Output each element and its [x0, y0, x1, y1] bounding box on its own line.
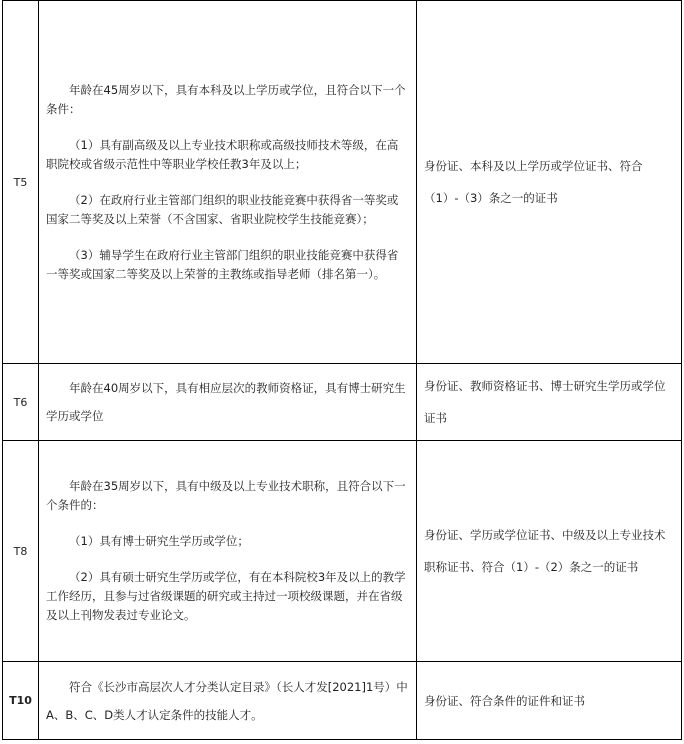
table-row — [3, 662, 682, 740]
requirement-item: （1）具有博士研究生学历或学位； — [69, 534, 249, 548]
documents-cell: 身份证、本科及以上学历或学位证书、符合（1）-（3）条之一的证书 — [417, 1, 682, 364]
requirement-intro: 年龄在45周岁以下，具有本科及以上学历或学位，且符合以下一个条件： — [46, 82, 406, 116]
requirement-cell — [39, 662, 417, 740]
requirement-intro: 年龄在35周岁以下，具有中级及以上专业技术职称，且符合以下一个条件的： — [46, 479, 406, 512]
requirement-item: （1）具有副高级及以上专业技术职称或高级技师技术等级，在高职院校或省级示范性中等职业学校任教3年及以上； — [46, 137, 399, 171]
requirement-cell — [39, 364, 417, 441]
row-code: T5 — [3, 1, 39, 364]
talent-criteria-table — [2, 0, 682, 740]
row-code: T6 — [3, 364, 39, 441]
table-row — [3, 441, 682, 662]
documents-cell: 身份证、教师资格证书、博士研究生学历或学位证书 — [417, 364, 682, 441]
requirement-item: （2）在政府行业主管部门组织的职业技能竞赛中获得省一等奖或国家二等奖及以上荣誉（不含国家、省职业院校学生技能竞赛）； — [46, 192, 399, 226]
documents-cell: 身份证、学历或学位证书、中级及以上专业技术职称证书、符合（1）-（2）条之一的证书 — [417, 441, 682, 662]
requirement-item: （2）具有硕士研究生学历或学位，有在本科院校3年及以上的教学工作经历，且参与过省级课题的研究或主持过一项校级课题，并在省级及以上刊物发表过专业论文。 — [46, 570, 406, 622]
requirement-intro: 年龄在40周岁以下，具有相应层次的教师资格证，具有博士研究生学历或学位 — [46, 381, 406, 423]
table-row — [3, 1, 682, 364]
requirement-intro: 符合《长沙市高层次人才分类认定目录》（长人才发[2021]1号）中A、B、C、D类人才认定条件的技能人才。 — [46, 679, 408, 722]
row-code: T8 — [3, 441, 39, 662]
requirement-item: （3）辅导学生在政府行业主管部门组织的职业技能竞赛中获得省一等奖或国家二等奖及以上荣誉的主教练或指导老师（排名第一）。 — [46, 247, 399, 281]
requirement-cell — [39, 441, 417, 662]
requirement-cell — [39, 1, 417, 364]
row-code: T10 — [3, 662, 39, 740]
documents-cell: 身份证、符合条件的证件和证书 — [417, 662, 682, 740]
table-row — [3, 364, 682, 441]
